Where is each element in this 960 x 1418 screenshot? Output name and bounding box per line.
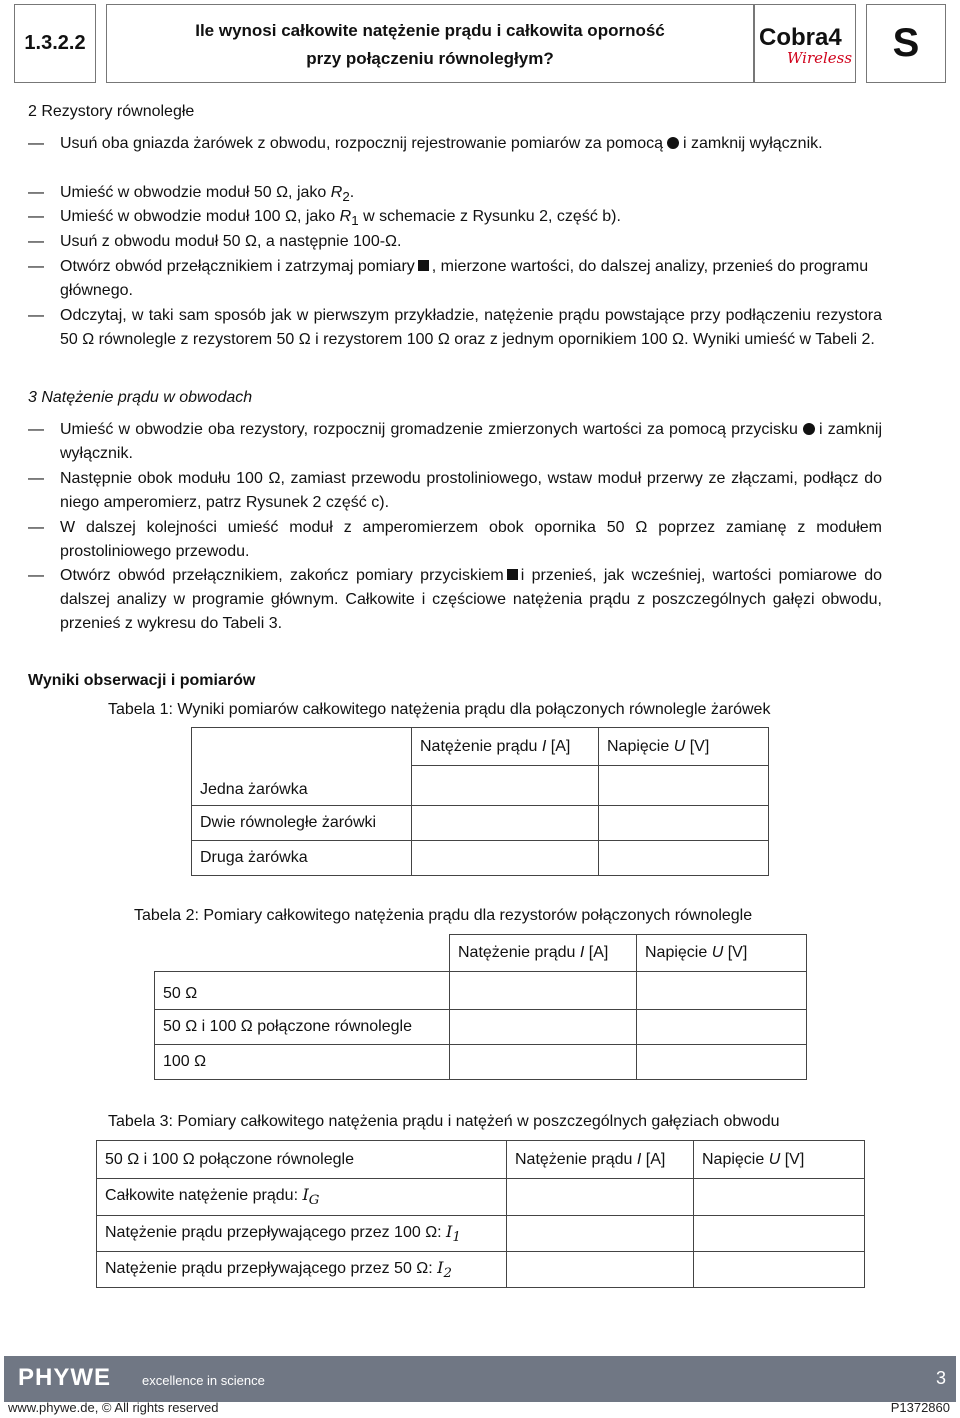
title-line-1: Ile wynosi całkowite natężenie prądu i całkowita oporność [195, 21, 665, 40]
table-2 [154, 934, 807, 1080]
cobra4-logo [754, 4, 856, 83]
bullet-dash: — [28, 421, 44, 438]
row-label: 100 Ω [155, 1045, 450, 1080]
table-row [155, 935, 807, 972]
input-cell[interactable] [599, 841, 769, 876]
input-cell[interactable] [694, 1252, 865, 1288]
bullet-dash: — [28, 519, 44, 536]
footer-doc-code: P1372860 [890, 1400, 950, 1415]
list-item: Usuń oba gniazda żarówek z obwodu, rozpocznij rejestrowanie pomiarów za pomocą i zamknij wyłącznik. [60, 135, 823, 152]
input-cell[interactable] [599, 806, 769, 841]
phywe-logo: PHYWE [18, 1364, 112, 1391]
table-3 [96, 1140, 865, 1288]
input-cell[interactable] [599, 766, 769, 806]
title-line-2: przy połączeniu równoległym? [306, 49, 554, 68]
results-title: Wyniki obserwacji i pomiarów [28, 672, 256, 689]
table-row [192, 766, 769, 806]
table-1 [191, 727, 769, 876]
input-cell[interactable] [450, 1010, 637, 1045]
list-item: W dalszej kolejności umieść moduł z amperomierzem obok opornika 50 Ω poprzez zamianę z modułem prostoliniowego przewodu. [60, 519, 882, 560]
logo-main: Cobra4 [759, 23, 842, 51]
record-button-icon [803, 423, 815, 435]
input-cell[interactable] [694, 1179, 865, 1216]
list-item: Umieść w obwodzie oba rezystory, rozpocznij gromadzenie zmierzonych wartości za pomocą przycisku i zamknij wyłącznik. [60, 421, 882, 462]
column-header-current: Natężenie prądu I [A] [450, 935, 637, 972]
list-item: Otwórz obwód przełącznikiem, zakończ pomiary przyciskiem i przenieś, jak wcześniej, wartości pomiarowe do dalszej analizy w programie głównym. Całkowite i częściowe natężenia prądu z poszczególnych gałęzi obwodu, przenieś z wykresu do Tabeli 3. [60, 567, 883, 632]
table-row [97, 1252, 865, 1288]
input-cell[interactable] [637, 972, 807, 1010]
row-label: Natężenie prądu przepływającego przez 100 Ω: $I_1$ [97, 1216, 507, 1252]
bullet-dash: — [28, 567, 44, 584]
section-2-title: 2 Rezystory równoległe [28, 103, 195, 120]
bullet-dash: — [28, 208, 44, 225]
list-item: Następnie obok modułu 100 Ω, zamiast przewodu prostoliniowego, wstaw moduł przerwy ze złączami, podłącz do niego amperomierz, patrz Rysunek 2 część c). [60, 470, 882, 511]
column-header-voltage: Napięcie U [V] [694, 1141, 865, 1179]
list-item: Usuń z obwodu moduł 50 Ω, a następnie 100-Ω. [60, 233, 402, 250]
input-cell[interactable] [507, 1179, 694, 1216]
list-item: Odczytaj, w taki sam sposób jak w pierwszym przykładzie, natężenie prądu powstające przy podłączeniu rezystora 50 Ω równolegle z rezystorem 50 Ω i rezystorem 100 Ω oraz z jednym opornikiem 100 Ω. Wyniki umieść w Tabeli 2. [60, 307, 882, 348]
list-item: Otwórz obwód przełącznikiem i zatrzymaj pomiary , mierzone wartości, do dalszej analizy, przenieś do programu głównego. [60, 258, 869, 299]
footer-tagline: excellence in science [142, 1373, 265, 1388]
input-cell[interactable] [450, 1045, 637, 1080]
stop-button-icon [418, 260, 429, 271]
input-cell[interactable] [637, 1045, 807, 1080]
input-cell[interactable] [694, 1216, 865, 1252]
row-label: Druga żarówka [192, 841, 412, 876]
section-3-title: 3 Natężenie prądu w obwodach [28, 389, 253, 406]
column-header-voltage: Napięcie U [V] [599, 728, 769, 766]
page-number: 3 [935, 1368, 946, 1388]
page-title [106, 4, 754, 83]
bullet-dash: — [28, 184, 44, 201]
table-row [97, 1216, 865, 1252]
row-label: Natężenie prądu przepływającego przez 50 Ω: $I_2$ [97, 1252, 507, 1288]
input-cell[interactable] [507, 1252, 694, 1288]
table-1-caption: Tabela 1: Wyniki pomiarów całkowitego natężenia prądu dla połączonych równolegle żarówek [108, 701, 771, 718]
table-cell [155, 935, 450, 972]
input-cell[interactable] [412, 841, 599, 876]
table-row [192, 728, 769, 766]
table-cell [192, 728, 412, 766]
footer-website[interactable]: www.phywe.de, © All rights reserved [8, 1400, 219, 1415]
bullet-dash: — [28, 233, 44, 250]
cobra4-logo-icon [757, 19, 853, 69]
row-label: 50 Ω i 100 Ω połączone równolegle [155, 1010, 450, 1045]
row-label: 50 Ω [155, 972, 450, 1010]
experiment-code: 1.3.2.2 [14, 4, 96, 83]
table-row [192, 806, 769, 841]
column-header-voltage: Napięcie U [V] [637, 935, 807, 972]
table-row [97, 1179, 865, 1216]
row-label: Jedna żarówka [192, 766, 412, 806]
column-header-current: Natężenie prądu I [A] [507, 1141, 694, 1179]
footer-bar [4, 1356, 956, 1402]
input-cell[interactable] [507, 1216, 694, 1252]
row-label: Całkowite natężenie prądu: $I_G$ [97, 1179, 507, 1216]
record-button-icon [667, 137, 679, 149]
table-row [155, 1010, 807, 1045]
row-label: Dwie równoległe żarówki [192, 806, 412, 841]
table-row [155, 1045, 807, 1080]
bullet-dash: — [28, 470, 44, 487]
column-header-current: Natężenie prądu I [A] [412, 728, 599, 766]
level-badge: S [866, 4, 946, 83]
stop-button-icon [507, 569, 518, 580]
table-2-caption: Tabela 2: Pomiary całkowitego natężenia prądu dla rezystorów połączonych równolegle [134, 907, 753, 924]
list-item: Umieść w obwodzie moduł 50 Ω, jako $R_2$. [60, 184, 355, 205]
input-cell[interactable] [637, 1010, 807, 1045]
table-3-caption: Tabela 3: Pomiary całkowitego natężenia prądu i natężeń w poszczególnych gałęziach obwodu [108, 1113, 780, 1130]
table-row [192, 841, 769, 876]
logo-sub: Wireless [787, 48, 853, 67]
input-cell[interactable] [412, 806, 599, 841]
input-cell[interactable] [450, 972, 637, 1010]
input-cell[interactable] [412, 766, 599, 806]
bullet-dash: — [28, 258, 44, 275]
bullet-dash: — [28, 135, 44, 152]
table-corner-label: 50 Ω i 100 Ω połączone równolegle [97, 1141, 507, 1179]
bullet-dash: — [28, 307, 44, 324]
table-row [155, 972, 807, 1010]
table-row [97, 1141, 865, 1179]
list-item: Umieść w obwodzie moduł 100 Ω, jako $R_1$ w schemacie z Rysunku 2, część b). [60, 208, 621, 229]
